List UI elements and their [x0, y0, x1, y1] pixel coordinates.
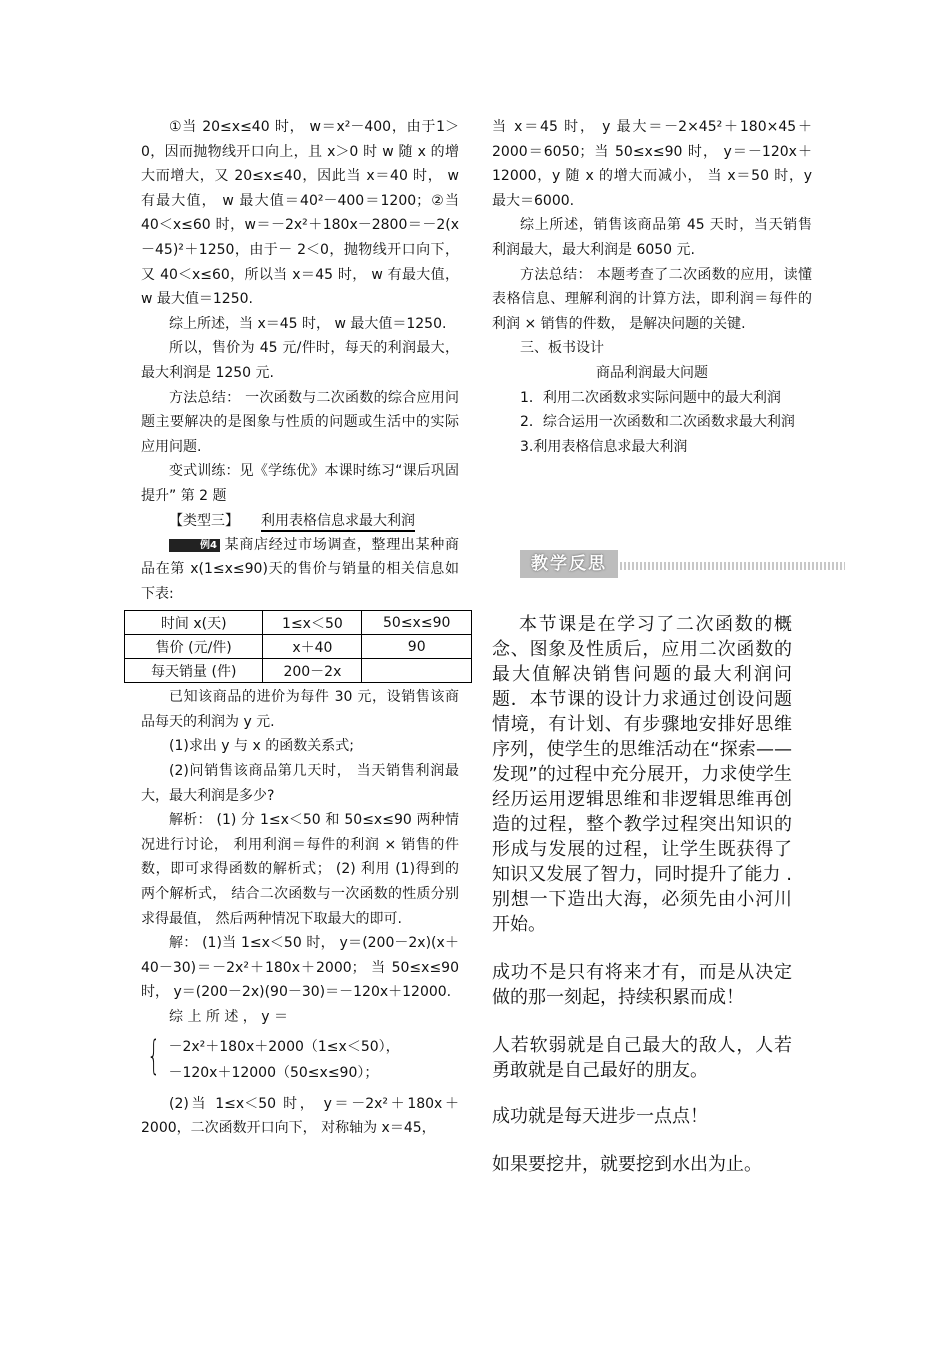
- table-cell: 时间 x(天): [125, 611, 263, 635]
- table-cell: 90: [362, 635, 472, 659]
- part2-paragraph: (2)当 1≤x＜50 时， y＝－2x²＋180x＋2000，二次函数开口向下， 对称轴为 x＝45，: [141, 1095, 459, 1137]
- banner-label: 教学反思: [520, 550, 618, 578]
- example-paragraph: [141, 533, 459, 607]
- banner-dotted-line: [620, 562, 845, 570]
- continued-solution-paragraph: 当 x＝45 时， y 最大＝－2×45²＋180×45＋2000＝6050；当 50≤x≤90 时， y＝－120x＋12000，y 随 x 的增大而减小， 当 x＝50 时，y 最大＝6000.: [492, 119, 817, 209]
- left-column: [141, 115, 464, 1141]
- variant-training-paragraph: 变式训练：见《学练优》本课时练习“课后巩固提升” 第 2 题: [141, 463, 459, 504]
- table-row: [125, 659, 472, 683]
- motto-3: 成功就是每天进步一点点！: [492, 1106, 708, 1127]
- conclusion-paragraph: 综上所述，当 x＝45 时， w 最大值＝1250.: [169, 315, 447, 332]
- type3-title: 利用表格信息求最大利润: [261, 513, 415, 532]
- example-badge: 例4: [169, 539, 220, 552]
- table-cell: 1≤x＜50: [263, 611, 362, 635]
- table-cell: 售价 (元/件): [125, 635, 263, 659]
- analysis-paragraph: 解析： (1) 分 1≤x＜50 和 50≤x≤90 两种情况进行讨论， 利用利润＝每件的利润 × 销售的件数，即可求得函数的解析式； (2) 利用 (1)得到的两个解析式， 结合二次函数与一次函数的性质分别求得最值， 然后两种情况下取最大的即可.: [141, 812, 459, 927]
- board-item-2: 2．综合运用一次函数和二次函数求最大利润: [520, 414, 795, 431]
- piecewise-lines: [168, 1034, 399, 1086]
- board-design-title: 商品利润最大问题: [596, 364, 708, 381]
- table-cell: 200－2x: [263, 659, 362, 683]
- cost-paragraph: 已知该商品的进价为每件 30 元，设销售该商品每天的利润为 y 元.: [141, 689, 459, 730]
- right-column: [492, 115, 817, 459]
- type3-heading: [169, 509, 459, 533]
- case-analysis-paragraph: ①当 20≤x≤40 时， w＝x²－400，由于1＞0，因而抛物线开口向上，且 x＞0 时 w 随 x 的增大而增大，又 20≤x≤40，因此当 x＝40 时， w 有最大值， w 最大值＝40²－400＝1200；②当 40＜x≤60 时，w＝－2x²＋180x－2800＝－2(x－45)²＋1250，由于－ 2＜0，抛物线开口向下，又 40＜x≤60，所以当 x＝45 时， w 有最大值， w 最大值＝1250.: [141, 119, 464, 308]
- question-1: (1)求出 y 与 x 的函数关系式;: [169, 738, 354, 755]
- motto-4: 如果要挖井，就要挖到水出为止。: [492, 1154, 762, 1175]
- table-row: [125, 611, 472, 635]
- motto-1: 成功不是只有将来才有，而是从决定做的那一刻起，持续积累而成！: [492, 962, 792, 1008]
- brace-symbol: {: [147, 1032, 161, 1079]
- summary-line: 综 上 所 述 ， y ＝: [169, 1009, 288, 1025]
- example-text: 某商店经过市场调查，整理出某种商品在第 x(1≤x≤90)天的售价与销量的相关信息如下表:: [141, 536, 459, 602]
- question-2: (2)问销售该商品第几天时， 当天销售利润最大，最大利润是多少?: [141, 763, 459, 804]
- type3-tag: 【类型三】: [169, 512, 239, 529]
- board-item-1: 1．利用二次函数求实际问题中的最大利润: [520, 389, 781, 406]
- method-summary-paragraph: 方法总结： 一次函数与二次函数的综合应用问题主要解决的是图象与性质的问题或生活中的实际应用问题.: [141, 389, 459, 455]
- board-item-3: 3.利用表格信息求最大利润: [520, 438, 688, 455]
- table-cell: 每天销量 (件): [125, 659, 263, 683]
- piecewise-line-1: －2x²＋180x＋2000（1≤x＜50），: [168, 1038, 400, 1055]
- price-sales-table: [124, 610, 472, 683]
- table-row: [125, 635, 472, 659]
- board-design-heading: 三、板书设计: [520, 340, 604, 357]
- table-cell: [362, 659, 472, 683]
- motto-2: 人若软弱就是自己最大的敌人，人若勇敢就是自己最好的朋友。: [492, 1035, 792, 1081]
- final-conclusion-paragraph: 综上所述，销售该商品第 45 天时，当天销售利润最大，最大利润是 6050 元.: [492, 217, 812, 258]
- table-cell: x＋40: [263, 635, 362, 659]
- price-conclusion-paragraph: 所以，售价为 45 元/件时，每天的利润最大，最大利润是 1250 元.: [141, 340, 459, 381]
- piecewise-line-2: －120x＋12000（50≤x≤90）；: [168, 1064, 379, 1081]
- teaching-reflection-banner: [520, 550, 845, 578]
- method-summary-paragraph-2: 方法总结： 本题考查了二次函数的应用，读懂表格信息、理解利润的计算方法，即利润＝每件的利润 × 销售的件数， 是解决问题的关键.: [492, 266, 812, 332]
- piecewise-function: [141, 1034, 459, 1086]
- table-cell: 50≤x≤90: [362, 611, 472, 635]
- solution-paragraph: 解： (1)当 1≤x＜50 时， y＝(200－2x)(x＋40－30)＝－2x²＋180x＋2000； 当 50≤x≤90 时， y＝(200－2x)(90－30)＝－120x＋12000.: [141, 935, 464, 1001]
- reflection-paragraph: 本节课是在学习了二次函数的概念、图象及性质后，应用二次函数的最大值解决销售问题的最大利润问题．本节课的设计力求通过创设问题情境，有计划、有步骤地安排好思维序列，使学生的思维活动在“探索——发现”的过程中充分展开，力求使学生经历运用逻辑思维和非逻辑思维再创造的过程，整个教学过程突出知识的形成与发展的过程，让学生既获得了知识又发展了智力，同时提升了能力 . 别想一下造出大海，必须先由小河川开始。: [492, 614, 792, 935]
